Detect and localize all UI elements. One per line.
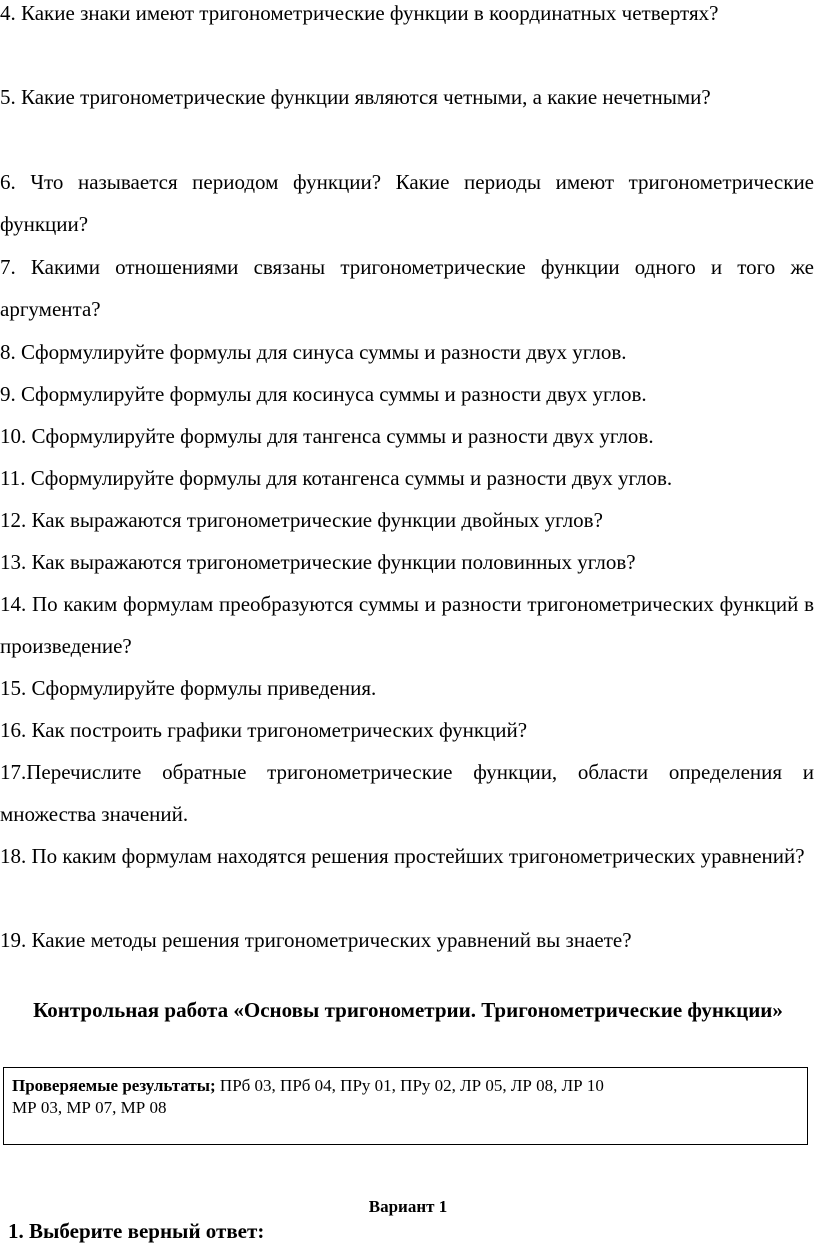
question-8: 8. Сформулируйте формулы для синуса суммы и разности двух углов. (0, 340, 627, 364)
checked-results-codes-2: МР 03, МР 07, МР 08 (12, 1098, 167, 1117)
checked-results-codes-1: ПРб 03, ПРб 04, ПРу 01, ПРу 02, ЛР 05, ЛР 08, ЛР 10 (219, 1076, 604, 1095)
question-7: 7. Какими отношениями связаны тригонометрические функции одного и того же аргумента? (0, 255, 814, 321)
question-11: 11. Сформулируйте формулы для котангенса суммы и разности двух углов. (0, 466, 673, 490)
test-title: Контрольная работа «Основы тригонометрии. Тригонометрические функции» (33, 998, 783, 1022)
checked-results-box (3, 1067, 808, 1145)
question-13: 13. Как выражаются тригонометрические функции половинных углов? (0, 550, 636, 574)
question-5: 5. Какие тригонометрические функции являются четными, а какие нечетными? (0, 85, 711, 109)
task-1-heading: 1. Выберите верный ответ: (8, 1219, 265, 1243)
question-15: 15. Сформулируйте формулы приведения. (0, 676, 377, 700)
checked-results-label: Проверяемые результаты; (12, 1076, 216, 1095)
question-14: 14. По каким формулам преобразуются суммы и разности тригонометрических функций в произведение? (0, 592, 814, 658)
question-4: 4. Какие знаки имеют тригонометрические функции в координатных четвертях? (0, 1, 719, 25)
question-9: 9. Сформулируйте формулы для косинуса суммы и разности двух углов. (0, 382, 647, 406)
question-6: 6. Что называется периодом функции? Какие периоды имеют тригонометрические функции? (0, 170, 814, 236)
question-18: 18. По каким формулам находятся решения простейших тригонометрических уравнений? (0, 844, 805, 868)
question-17: 17.Перечислите обратные тригонометрические функции, области определения и множества значений. (0, 760, 814, 826)
variant-heading: Вариант 1 (368, 1197, 448, 1216)
question-19: 19. Какие методы решения тригонометрических уравнений вы знаете? (0, 928, 632, 952)
question-10: 10. Сформулируйте формулы для тангенса суммы и разности двух углов. (0, 424, 654, 448)
question-16: 16. Как построить графики тригонометрических функций? (0, 718, 528, 742)
checked-results-line-1 (12, 1075, 799, 1097)
question-12: 12. Как выражаются тригонометрические функции двойных углов? (0, 508, 603, 532)
